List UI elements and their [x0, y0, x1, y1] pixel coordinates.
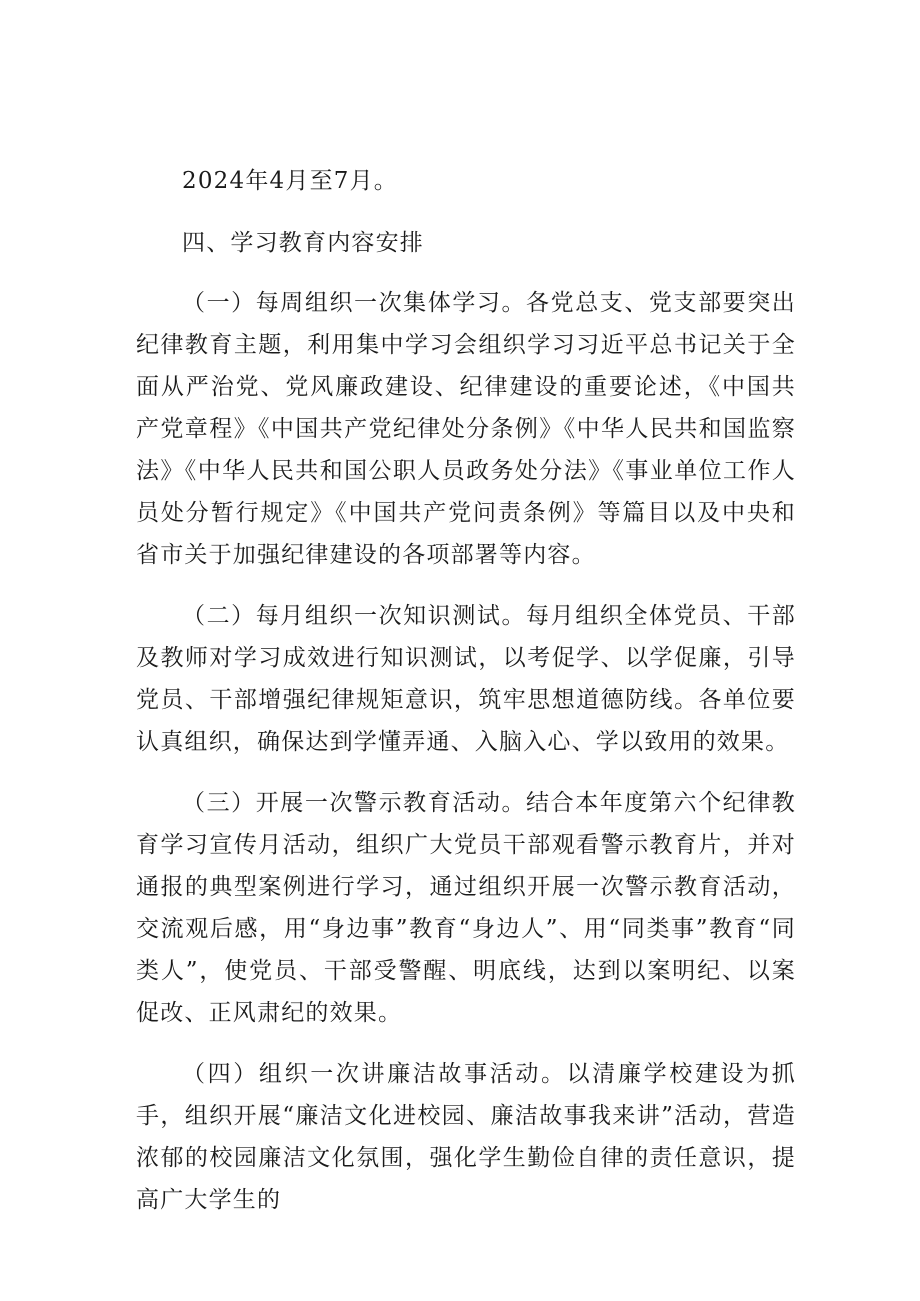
paragraph-1: （一）每周组织一次集体学习。各党总支、党支部要突出纪律教育主题，利用集中学习会组织学习习近平总书记关于全面从严治党、党风廉政建设、纪律建设的重要论述，《中国共产党章程》《中国共产党纪律处分条例》《中华人民共和国监察法》《中华人民共和国公职人员政务处分法》《事业单位工作人员处分暂行规定》《中国共产党问责条例》等篇目以及中央和省市关于加强纪律建设的各项部署等内容。	[136, 290, 796, 568]
paragraph-3: （三）开展一次警示教育活动。结合本年度第六个纪律教育学习宣传月活动，组织广大党员干部观看警示教育片，并对通报的典型案例进行学习，通过组织开展一次警示教育活动，交流观后感，用“身边事”教育“身边人”、用“同类事”教育“同类人”，使党员、干部受警醒、明底线，达到以案明纪、以案促改、正风肃纪的效果。	[136, 790, 796, 1026]
paragraph-2: （二）每月组织一次知识测试。每月组织全体党员、干部及教师对学习成效进行知识测试，以考促学、以学促廉，引导党员、干部增强纪律规矩意识，筑牢思想道德防线。各单位要认真组织，确保达到学懂弄通、入脑入心、学以致用的效果。	[136, 603, 796, 755]
paragraph-4: （四）组织一次讲廉洁故事活动。以清廉学校建设为抓手，组织开展“廉洁文化进校园、廉洁故事我来讲”活动，营造浓郁的校园廉洁文化氛围，强化学生勤俭自律的责任意识，提高广大学生的	[136, 1061, 796, 1213]
document-page	[136, 160, 796, 1240]
section-heading: 四、学习教育内容安排	[182, 230, 424, 256]
date-line: 2024年4月至7月。	[182, 168, 398, 194]
